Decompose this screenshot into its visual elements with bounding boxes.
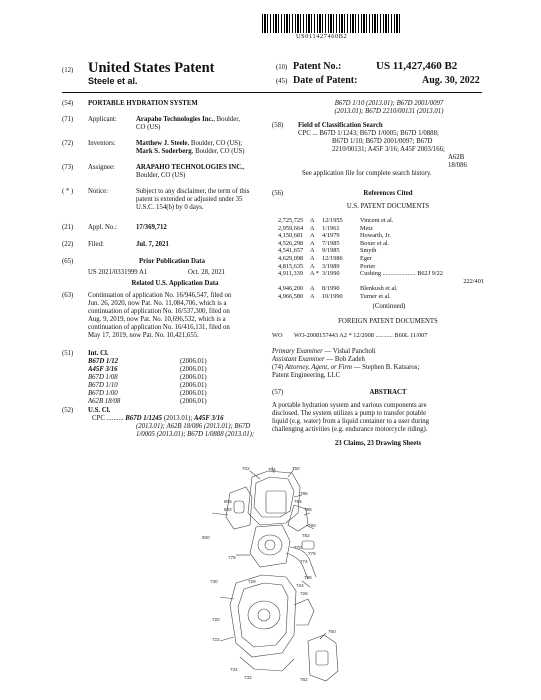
notice-line: U.S.C. 154(b) by 0 days. (136, 204, 204, 211)
field-label: Inventors: (88, 140, 116, 147)
foreign-docs-heading: FOREIGN PATENT DOCUMENTS (338, 317, 438, 325)
refs-heading: References Cited (363, 190, 413, 197)
us-ref-row (278, 232, 484, 240)
field-code: (54) (62, 100, 74, 107)
us-ref-row (278, 217, 484, 225)
inventors-field (62, 140, 262, 156)
int-cl-version: (2006.01) (180, 358, 207, 365)
ref-kind: A (310, 247, 315, 255)
ref-number: 2,725,725 (278, 217, 304, 224)
abstract-line: disclosed. The system utilizes a pump to transfer potable (272, 410, 427, 418)
field-search-lines (272, 130, 484, 178)
filed-field (62, 241, 262, 249)
int-cl-label: Int. Cl. (88, 350, 109, 357)
punctuation: , (242, 164, 245, 171)
cpc-label: CPC (92, 415, 105, 422)
ref-date: 12/1986 (322, 254, 343, 262)
int-cl-row (88, 398, 207, 406)
int-cl-class: B67D 1/10 (88, 382, 118, 389)
ref-date: 12/1955 (322, 217, 343, 224)
related-line: Continuation of application No. 16/946,547, filed on (88, 292, 232, 299)
field-code: (73) (62, 164, 74, 171)
ref-numeral: 802 (224, 507, 232, 512)
int-cl-row (88, 358, 207, 366)
cpc-line: (2013.01); A62B 18/086 (2013.01); B67D (136, 423, 251, 430)
field-code: (71) (62, 116, 74, 123)
date-label: Date of Patent: (293, 75, 358, 86)
us-ref-row (278, 225, 484, 233)
us-ref-row (278, 270, 484, 278)
ref-numeral: 734 (230, 667, 238, 672)
assignee-field (62, 164, 262, 180)
ref-kind: A (310, 292, 315, 300)
abstract-text (272, 402, 484, 434)
prior-pub-date: Oct. 28, 2021 (188, 269, 226, 276)
ref-numeral: 784 (294, 499, 302, 504)
ref-numeral: 776 (308, 551, 316, 556)
ref-name: Boxer et al. (360, 239, 390, 247)
cpc-year: (2013.01); (162, 415, 194, 422)
ref-numeral: 798 (304, 575, 312, 580)
examiner-label: Assistant Examiner (272, 356, 325, 364)
attorney-name: — Stephen B. Katsaros; (351, 364, 420, 372)
field-code: (65) (62, 258, 74, 265)
field-label: Appl. No.: (88, 224, 117, 231)
cpc-continued-line: B67D 1/10 (2013.01); B67D 2001/0097 (334, 100, 444, 107)
ref-date: 9/1985 (322, 247, 340, 255)
ref-name: Cushing ..................... B62J 9/22 (360, 270, 443, 278)
field-code: (72) (62, 140, 74, 147)
ref-kind: A (310, 262, 315, 270)
drawing-bottle-cap (316, 651, 328, 665)
ref-numeral: 724 (296, 583, 304, 588)
ref-numeral: 788 (304, 507, 312, 512)
ref-numeral: 726 (300, 591, 308, 596)
claims-count: 23 Claims, 23 Drawing Sheets (334, 440, 422, 448)
field-search-line: A62B 18/086 (448, 154, 467, 169)
ref-kind: A (310, 239, 315, 247)
patent-no: US 11,427,460 B2 (376, 60, 458, 72)
field-code: ( * ) (62, 188, 74, 195)
us-refs-list (272, 217, 484, 301)
int-cl-class: B67D 1/00 (88, 390, 118, 397)
ref-numeral: 806 (224, 499, 232, 504)
ref-date: 8/1990 (322, 285, 340, 293)
right-column (272, 100, 484, 448)
drawing-connector (302, 541, 314, 549)
ref-name: Vincent et al. (360, 217, 394, 224)
patent-drawing (190, 465, 350, 690)
int-cl-version: (2006.01) (180, 398, 207, 405)
dot-leader: .......... (106, 415, 124, 422)
leader-line (250, 471, 260, 479)
field-code: (63) (62, 292, 74, 299)
drawing-bottle (308, 635, 338, 681)
field-code: (57) (272, 389, 284, 397)
ref-numeral: 786 (300, 491, 308, 496)
left-column (62, 100, 262, 439)
ref-date (311, 278, 339, 286)
us-cl-field (62, 407, 262, 439)
ref-name: Porter (360, 262, 376, 270)
refs-heading-row (272, 190, 484, 198)
inventor-short: Steele et al. (88, 76, 138, 86)
ref-numeral: 770 (294, 545, 302, 550)
us-ref-row (278, 263, 484, 271)
field-code: (22) (62, 241, 74, 248)
ref-date: 10/1990 (322, 292, 343, 300)
field-code: (21) (62, 224, 74, 231)
ref-numeral: 732 (244, 675, 252, 680)
drawing-pump-hub (258, 609, 270, 621)
attorney-firm: Patent Engineering, LLC (272, 372, 341, 380)
cpc-line: 1/0005 (2013.01); B67D 1/0888 (2013.01); (136, 431, 255, 438)
filed-date: Jul. 7, 2021 (136, 241, 169, 248)
cpc-class: A45F 3/16 (194, 415, 224, 422)
int-cl-class: B67D 1/08 (88, 374, 118, 381)
field-label: Applicant: (88, 116, 117, 123)
barcode-text: US011427460B2 (296, 33, 348, 40)
applicant-country: CO (US) (136, 124, 161, 131)
prior-pub-heading-row (62, 258, 262, 266)
applicant-name: Arapaho Technologies Inc. (136, 116, 214, 123)
us-ref-row (278, 255, 484, 263)
ref-kind: A (310, 224, 315, 232)
ref-number: 2,959,664 (278, 224, 304, 232)
ref-date: 4/1979 (322, 232, 340, 240)
prior-pub-number: US 2021/0331999 A1 (88, 269, 148, 276)
ref-numeral: 730 (210, 579, 218, 584)
ref-name: Howarth, Jr. (360, 232, 391, 240)
field-code: (51) (62, 350, 74, 357)
ref-numeral: 704 (268, 467, 276, 472)
us-ref-row (278, 285, 484, 293)
ref-date: 3/1990 (322, 270, 340, 278)
abstract-heading: ABSTRACT (369, 389, 407, 397)
ref-numeral: 778 (228, 555, 236, 560)
ref-numeral: 722 (212, 637, 220, 642)
attorney (272, 364, 484, 380)
assistant-examiner (272, 356, 484, 364)
us-cl-label: U.S. Cl. (88, 407, 111, 414)
ref-number: 4,526,298 (278, 239, 304, 247)
ref-numeral: 728 (248, 579, 256, 584)
related-line: Jun. 26, 2020, now Pat. No. 11,084,706, which is a (88, 300, 227, 307)
related-heading: Related U.S. Application Data (131, 280, 219, 287)
int-cl-version: (2006.01) (180, 374, 207, 381)
ref-date: 1/1961 (322, 224, 340, 232)
prior-pub-row (62, 269, 262, 277)
barcode (262, 14, 400, 33)
drawing-pump-body (230, 575, 296, 657)
issue-date: Aug. 30, 2022 (422, 75, 480, 86)
see-application: See application file for complete search history. (302, 170, 432, 177)
field-label: Filed: (88, 241, 104, 248)
ref-numeral: 782 (302, 533, 310, 538)
ref-kind: A * (310, 270, 319, 278)
assignee-name: ARAPAHO TECHNOLOGIES INC. (136, 164, 243, 171)
ref-numeral: 760 (328, 629, 336, 634)
ref-numeral: 720 (212, 617, 220, 622)
ref-kind: A (310, 217, 315, 224)
field-search-line: 2210/00131; A45F 3/16; A45F 2003/166; (332, 146, 445, 153)
ref-numeral: 800 (202, 535, 210, 540)
cpc-class: B67D 1/1245 (125, 415, 163, 422)
ref-numeral: 774 (300, 559, 308, 564)
drawing-pump-base (240, 657, 294, 671)
ref-number: 4,966,580 (278, 292, 304, 300)
inventor-name: Mark S. Soderberg (136, 148, 192, 155)
foreign-country: WO (272, 331, 283, 339)
us-ref-row (278, 240, 484, 248)
abstract-line: challenging activities (e.g. endurance motorcycle riding). (272, 426, 428, 434)
ref-numeral: 750 (292, 466, 300, 471)
header-rule (62, 92, 482, 93)
int-cl-version: (2006.01) (180, 390, 207, 397)
related-line: continuation of application No. 16/416,131, filed on (88, 324, 230, 331)
appl-no-field (62, 224, 262, 232)
ref-number: 4,946,200 (278, 285, 304, 293)
us-ref-row (278, 278, 484, 286)
inventor-location: , Boulder, CO (US) (191, 148, 245, 155)
int-cl-list (88, 358, 207, 406)
drawing-pump-rotor (248, 601, 280, 629)
related-line: continuation of application No. 16/537,300, filed on (88, 308, 230, 315)
ref-number: 4,911,339 (278, 270, 303, 278)
ref-date: 7/1985 (322, 239, 340, 247)
ref-name: Blenkush et al. (360, 285, 398, 293)
int-cl-field (62, 350, 262, 406)
abstract-line: liquid (e.g. water) from a liquid container to a user during (272, 418, 430, 426)
ref-numeral: 702 (242, 466, 250, 471)
us-docs-heading: U.S. PATENT DOCUMENTS (346, 203, 430, 210)
attorney-label: Attorney, Agent, or Firm (285, 364, 352, 372)
ref-name: 222/401 (463, 277, 484, 285)
field-search-line: CPC ... B67D 1/1243; B67D 1/0005; B67D 1/0888; (298, 130, 439, 137)
abstract-line: A portable hydration system and various components are (272, 402, 427, 410)
field-code: (52) (62, 407, 74, 414)
ref-name: Metz (360, 224, 373, 232)
patent-title: PORTABLE HYDRATION SYSTEM (88, 100, 198, 107)
ref-kind: A (310, 232, 315, 240)
related-field (62, 292, 262, 340)
drawing-plug (234, 501, 244, 513)
int-cl-class: A62B 18/08 (88, 398, 121, 405)
doc-type: United States Patent (88, 60, 215, 76)
notice-line: Subject to any disclaimer, the term of this (136, 188, 250, 195)
examiner-name: — Bob Zadeh (324, 356, 365, 364)
primary-examiner (272, 348, 484, 356)
int-cl-row (88, 382, 207, 390)
leader-line (212, 513, 228, 515)
int-cl-class: B67D 1/12 (88, 358, 119, 365)
prior-pub-heading: Prior Publication Data (139, 258, 205, 265)
int-cl-version: (2006.01) (180, 382, 207, 389)
field-code: (56) (272, 190, 284, 197)
notice-field (62, 188, 262, 212)
int-cl-row (88, 374, 207, 382)
field-search (272, 122, 484, 130)
int-cl-class: A45F 3/16 (88, 366, 118, 373)
applicant-field (62, 116, 262, 132)
us-ref-row (278, 247, 484, 255)
ref-date: 3/1989 (322, 262, 340, 270)
inventor-name: Matthew J. Steele (136, 140, 188, 147)
field-label: Notice: (88, 188, 109, 195)
code-12: (12) (62, 67, 74, 74)
continued-note: (Continued) (372, 302, 406, 310)
appl-no: 17/369,712 (136, 224, 167, 231)
ref-number (278, 278, 302, 286)
us-ref-row (278, 293, 484, 301)
ref-name: Turner et al. (360, 292, 391, 300)
drawing-mid-body (250, 525, 290, 567)
drawing-housing-inner (254, 477, 294, 517)
code-45: (45) (276, 78, 288, 85)
field-search-line: B67D 1/10; B67D 2001/0097; B67D (332, 138, 433, 145)
drawing-post (294, 599, 314, 625)
examiner-name: — Vishal Pancholi (322, 348, 376, 356)
ref-name: Smyth (360, 247, 377, 255)
code-10: (10) (276, 64, 288, 71)
inventor-location: , Boulder, CO (US); (187, 140, 243, 147)
related-line: Aug. 9, 2019, now Pat. No. 10,696,532, which is a (88, 316, 226, 323)
drawing-fitting-core (265, 540, 275, 550)
ref-numeral: 762 (300, 677, 308, 682)
leader-line (220, 637, 234, 641)
field-code: (58) (272, 122, 284, 129)
drawing-pump-inner (238, 583, 288, 647)
ref-kind (302, 278, 311, 286)
patent-no-label: Patent No.: (293, 61, 342, 72)
int-cl-version: (2006.01) (180, 366, 207, 373)
drawing-fitting (258, 535, 282, 555)
foreign-number: WO-2008157443 A2 * 12/2008 ........... B60L 11/007 (294, 331, 428, 339)
title-field (62, 100, 262, 108)
field-search-heading: Field of Classification Search (298, 122, 383, 129)
int-cl-row (88, 366, 207, 374)
field-label: Assignee: (88, 164, 115, 171)
related-line: May 17, 2019, now Pat. No. 10,421,655. (88, 332, 199, 339)
field-code: (74) (272, 364, 284, 372)
ref-number: 4,150,681 (278, 232, 304, 240)
abstract-heading-row (272, 389, 484, 397)
foreign-ref (272, 332, 484, 340)
applicant-location: , Boulder, (213, 116, 240, 123)
ref-kind: A (310, 285, 315, 293)
examiner-label: Primary Examiner (272, 348, 323, 356)
int-cl-row (88, 390, 207, 398)
ref-kind: A (310, 254, 315, 262)
notice-line: patent is extended or adjusted under 35 (136, 196, 243, 203)
drawing-panel (266, 491, 286, 513)
cpc-continued-line: (2013.01); B67D 2210/00131 (2013.01) (334, 108, 444, 115)
ref-number: 4,541,657 (278, 247, 304, 255)
ref-number: 4,815,635 (278, 262, 304, 270)
ref-number: 4,629,098 (278, 254, 304, 262)
ref-name: Eger (360, 254, 372, 262)
assignee-location: Boulder, CO (US) (136, 172, 186, 179)
ref-numeral: 780 (308, 523, 316, 528)
